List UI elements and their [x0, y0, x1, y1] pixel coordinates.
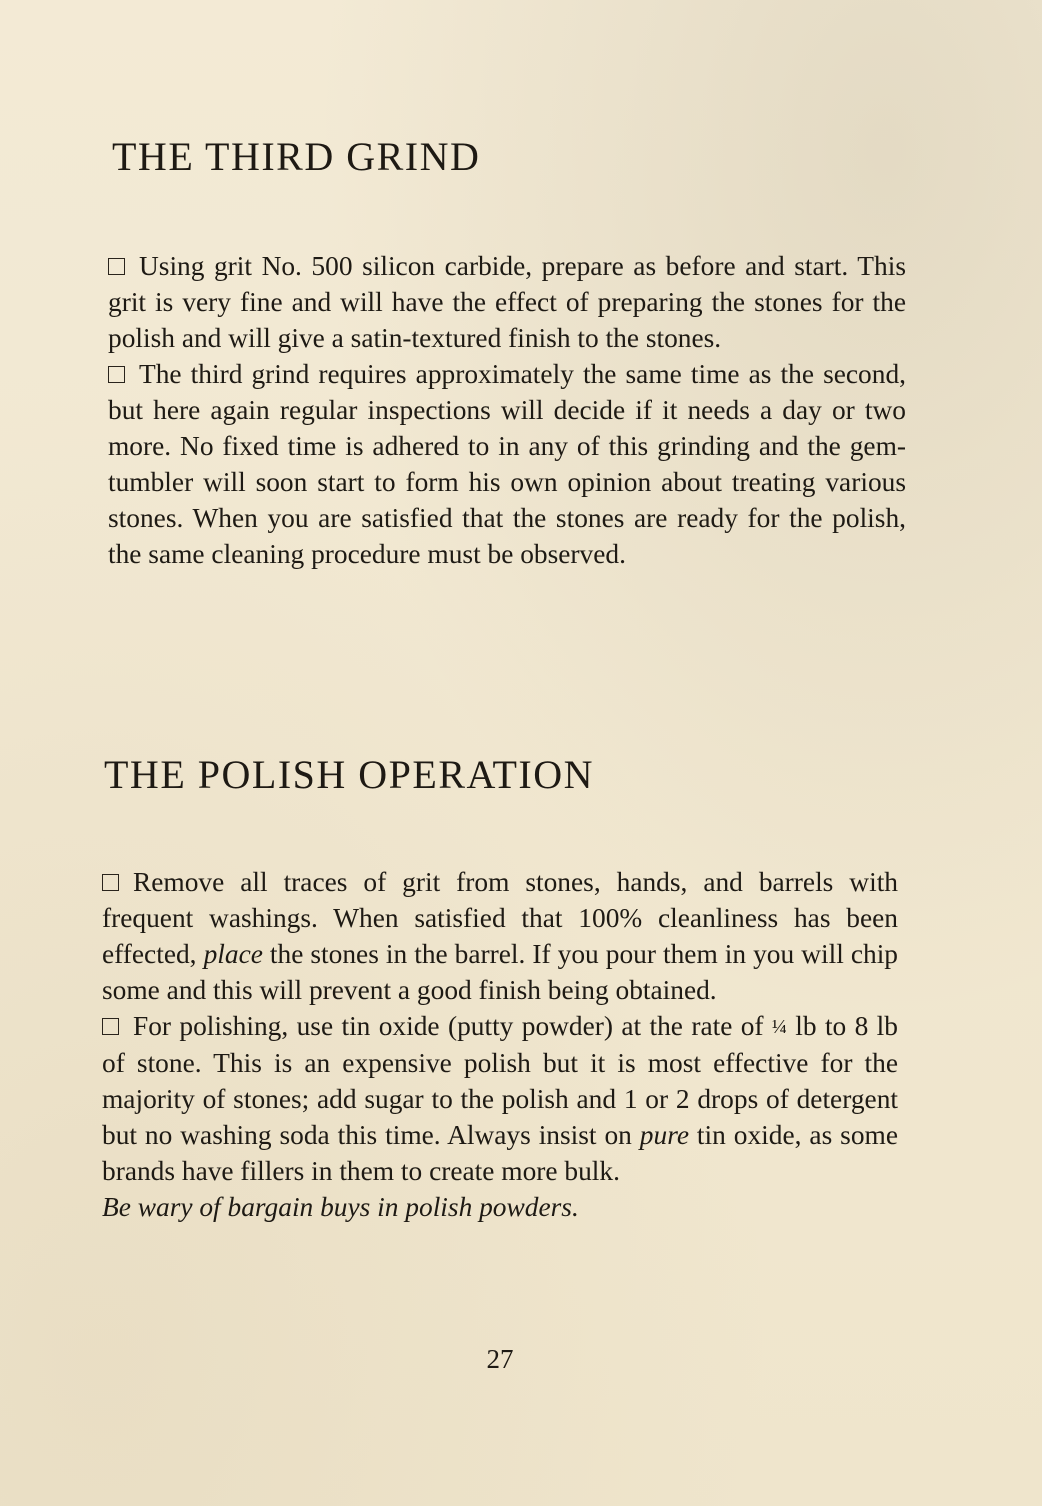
paragraph [102, 864, 898, 1008]
paragraph-text: For polishing, use tin oxide (putty powder) at the rate of [133, 1011, 772, 1041]
section-third-grind-body [108, 248, 906, 572]
paragraph [108, 356, 906, 572]
emphasis-text: pure [639, 1120, 689, 1150]
checkbox-bullet-icon [102, 1018, 119, 1035]
paragraph-text: lb to 8 lb of stone. This is an expensive polish but it is most effective for the majority of stones; add sugar to the polish and 1 or 2 drops of detergent but no washing soda this time. Always insist on [102, 1011, 898, 1150]
checkbox-bullet-icon [108, 258, 125, 275]
section-polish-body [102, 864, 898, 1225]
fraction-text: ¼ [771, 1016, 787, 1038]
heading-polish-operation: THE POLISH OPERATION [104, 752, 594, 797]
paragraph-text: the stones in the barrel. If you pour them in you will chip some and this will prevent a good finish being obtained. [102, 939, 898, 1005]
paragraph-text: Remove all traces of grit from stones, hands, and barrels with frequent washings. When satisfied that 100% cleanliness has been effected, [102, 867, 898, 969]
checkbox-bullet-icon [102, 874, 119, 891]
emphasis-text: place [203, 939, 263, 969]
paragraph [102, 1008, 898, 1189]
italic-warning-line: Be wary of bargain buys in polish powders. [102, 1192, 579, 1222]
paragraph-text: tin oxide, as some brands have fillers in them to create more bulk. [102, 1120, 898, 1186]
paragraph-text: The third grind requires approximately the same time as the second, but here again regular inspections will decide if it needs a day or two more. No fixed time is adhered to in any of this grinding and the gem-tumbler will soon start to form his own opinion about treating various stones. When you are satisfied that the stones are ready for the polish, the same cleaning procedure must be observed. [108, 359, 906, 569]
paragraph [108, 248, 906, 356]
heading-third-grind: THE THIRD GRIND [112, 134, 481, 179]
checkbox-bullet-icon [108, 366, 125, 383]
paragraph-text: Using grit No. 500 silicon carbide, prepare as before and start. This grit is very fine and will have the effect of preparing the stones for the polish and will give a satin-textured finish to the stones. [108, 251, 906, 353]
page-number: 27 [486, 1344, 514, 1374]
